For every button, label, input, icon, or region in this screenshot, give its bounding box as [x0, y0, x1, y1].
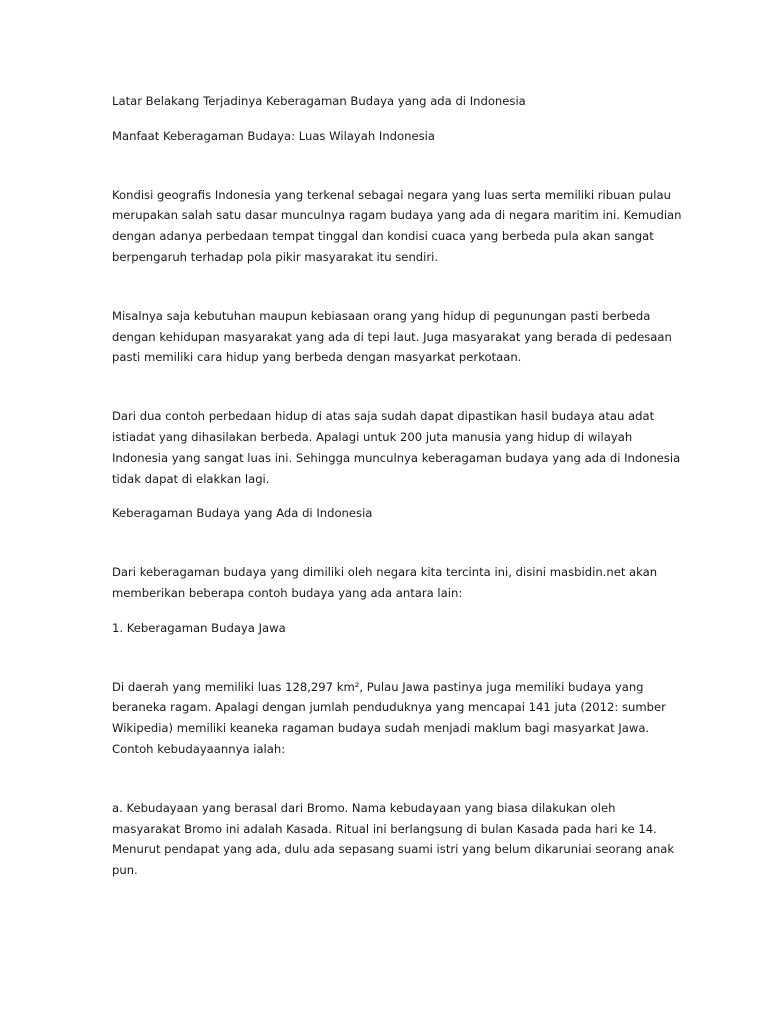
paragraph-kondisi-geografis: [112, 185, 682, 268]
paragraph-line: Kondisi geografis Indonesia yang terkenal sebagai negara yang luas serta memiliki ribuan pulau: [112, 187, 671, 202]
heading-budaya-jawa: 1. Keberagaman Budaya Jawa: [112, 620, 286, 635]
paragraph-line: tidak dapat di elakkan lagi.: [112, 471, 270, 486]
paragraph-line: merupakan salah satu dasar munculnya ragam budaya yang ada di negara maritim ini. Kemudian: [112, 208, 682, 223]
paragraph-bromo: [112, 798, 675, 881]
paragraph-misalnya: [112, 306, 672, 368]
document-page: [112, 91, 682, 881]
paragraph-line: Wikipedia) memiliki keaneka ragaman budaya sudah menjadi maklum bagi masyarkat Jawa.: [112, 721, 650, 736]
paragraph-line: a. Kebudayaan yang berasal dari Bromo. Nama kebudayaan yang biasa dilakukan oleh: [112, 800, 616, 815]
paragraph-line: Misalnya saja kebutuhan maupun kebiasaan orang yang hidup di pegunungan pasti berbeda: [112, 308, 651, 323]
heading-keberagaman-budaya: Keberagaman Budaya yang Ada di Indonesia: [112, 506, 373, 521]
heading-manfaat: Manfaat Keberagaman Budaya: Luas Wilayah Indonesia: [112, 128, 435, 143]
paragraph-line: masyarakat Bromo ini adalah Kasada. Ritual ini berlangsung di bulan Kasada pada hari ke 14.: [112, 821, 657, 836]
paragraph-line: Indonesia yang sangat luas ini. Sehingga munculnya keberagaman budaya yang ada di Indonesia: [112, 450, 681, 465]
paragraph-line: memberikan beberapa contoh budaya yang ada antara lain:: [112, 585, 463, 600]
paragraph-contoh-budaya: [112, 562, 660, 604]
paragraph-dari-dua-contoh: [112, 406, 681, 489]
heading-latar-belakang: Latar Belakang Terjadinya Keberagaman Budaya yang ada di Indonesia: [112, 94, 526, 108]
paragraph-line: beraneka ragam. Apalagi dengan jumlah penduduknya yang mencapai 141 juta (2012: sumber: [112, 700, 666, 715]
paragraph-pulau-jawa: [112, 677, 666, 760]
paragraph-line: Contoh kebudayaannya ialah:: [112, 741, 286, 756]
paragraph-line: Menurut pendapat yang ada, dulu ada sepasang suami istri yang belum dikaruniai seorang anak: [112, 842, 675, 857]
paragraph-line: dengan kehidupan masyarakat yang ada di tepi laut. Juga masyarakat yang berada di pedesaan: [112, 329, 672, 344]
paragraph-line: pun.: [112, 863, 138, 878]
paragraph-line: dengan adanya perbedaan tempat tinggal dan kondisi cuaca yang berbeda pula akan sangat: [112, 229, 654, 244]
paragraph-line: Di daerah yang memiliki luas 128,297 km², Pulau Jawa pastinya juga memiliki budaya yang: [112, 679, 644, 694]
paragraph-line: istiadat yang dihasilakan berbeda. Apalagi untuk 200 juta manusia yang hidup di wilayah: [112, 429, 633, 444]
paragraph-line: pasti memiliki cara hidup yang berbeda dengan masyarkat perkotaan.: [112, 350, 522, 365]
paragraph-line: Dari dua contoh perbedaan hidup di atas saja sudah dapat dipastikan hasil budaya atau adat: [112, 409, 655, 424]
paragraph-line: berpengaruh terhadap pola pikir masyarakat itu sendiri.: [112, 249, 439, 264]
paragraph-line: Dari keberagaman budaya yang dimiliki oleh negara kita tercinta ini, disini masbidin.net akan: [112, 565, 658, 580]
